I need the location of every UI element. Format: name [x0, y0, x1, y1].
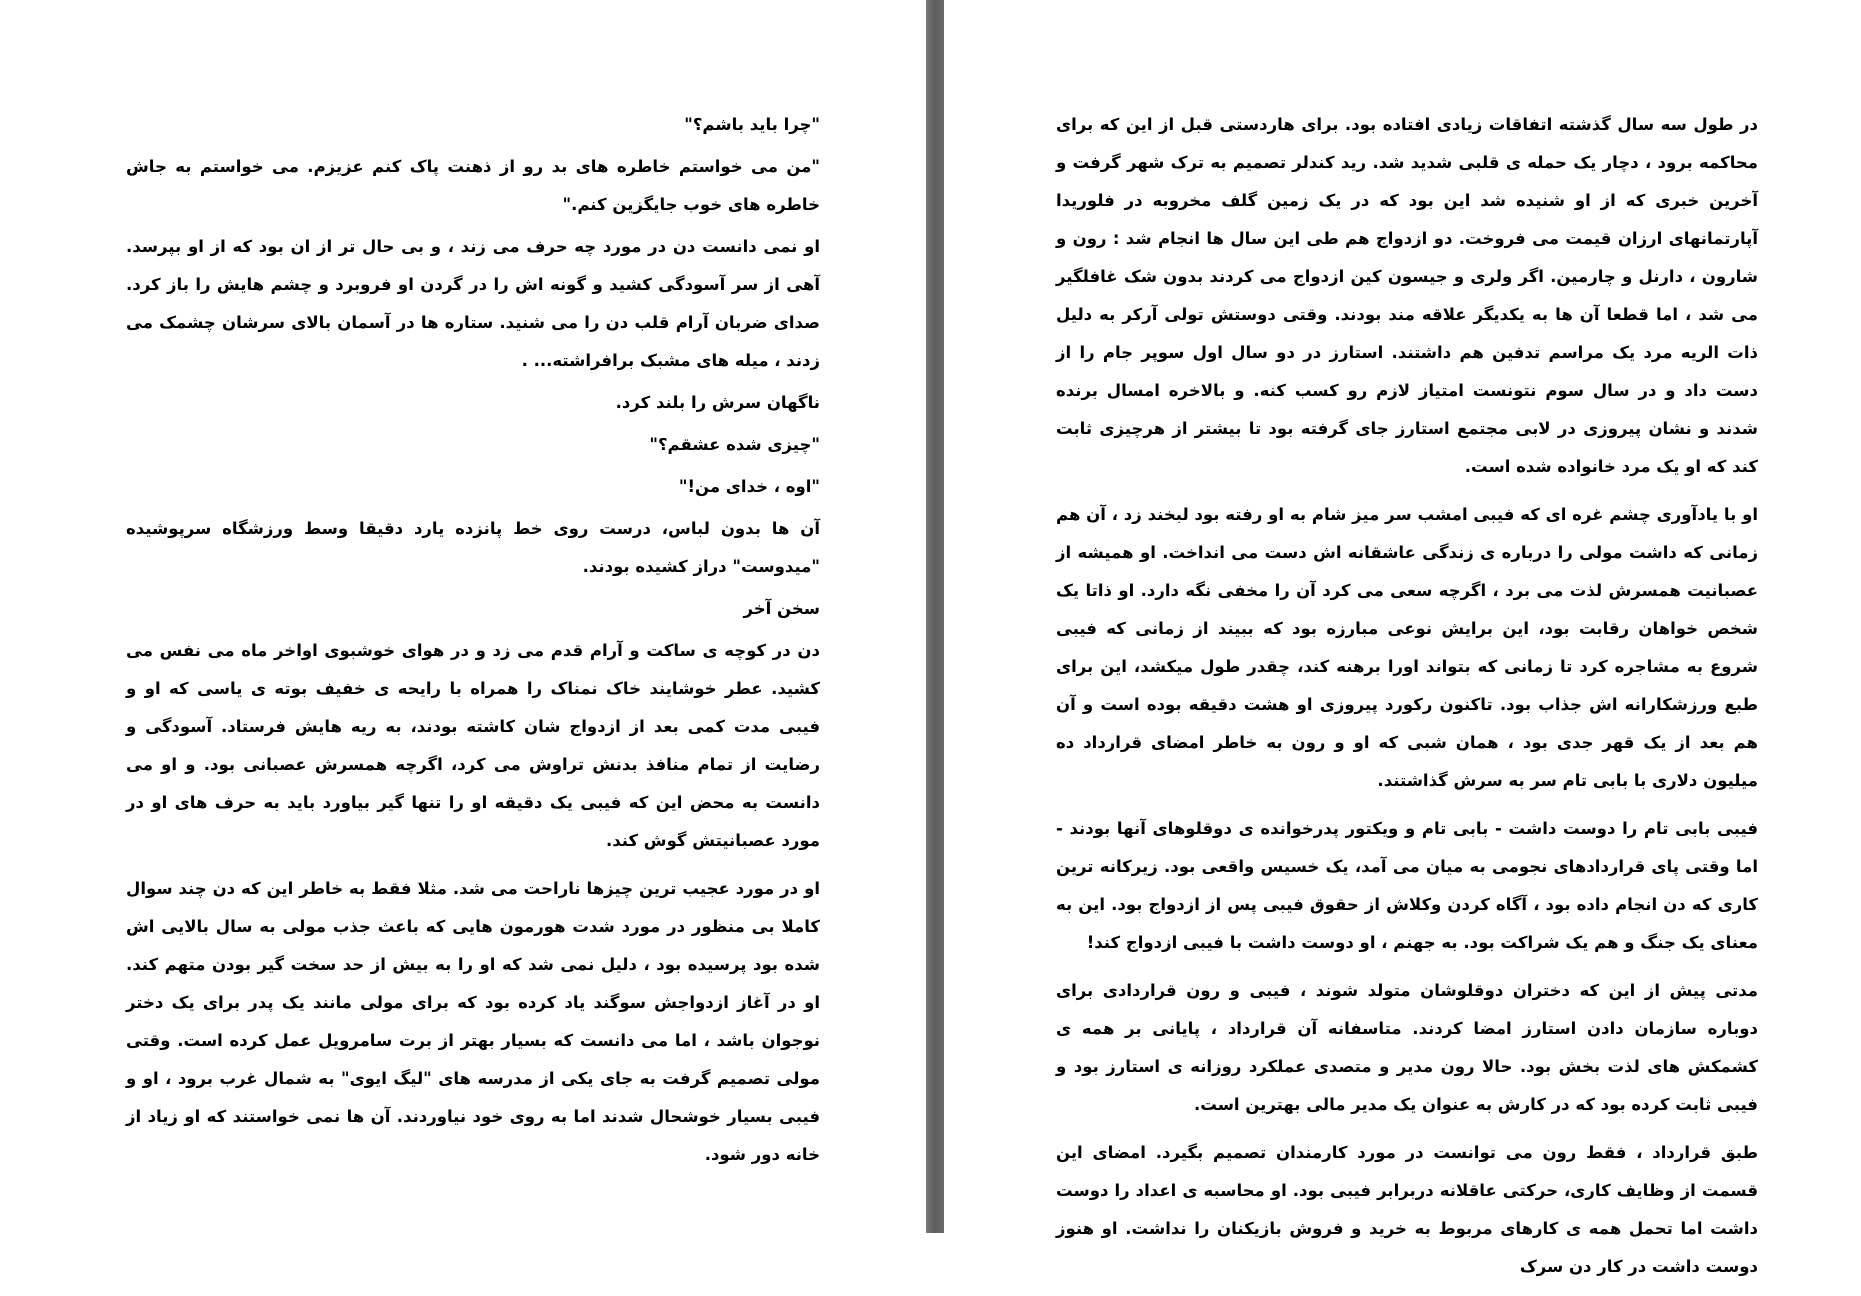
paragraph: "من می خواستم خاطره های بد رو از ذهنت پاک کنم عزیزم. می خواستم به جاش خاطره های خوب جایگزین کنم.": [126, 157, 820, 214]
section-heading: سخن آخر: [743, 599, 820, 618]
right-page-text: [1056, 106, 1758, 1296]
paragraph: ناگهان سرش را بلند کرد.: [615, 393, 820, 412]
paragraph: "اوه ، خدای من!": [678, 477, 820, 496]
paragraph: دن در کوچه ی ساکت و آرام قدم می زد و در هوای خوشبوی اواخر ماه می نفس می کشید. عطر خوشایند خاک نمناک را همراه با رایحه ی خفیف بوته ی یاسی که او و فیبی مدت کمی بعد از ازدواج شان کاشته بودند، به ریه هایش فرستاد. آسودگی و رضایت از تمام منافذ بدنش تراوش می کرد، اگرچه همسرش عصبانی بود. و او می دانست به محض این که فیبی یک دقیقه او را تنها گیر بیاورد باید به حرف های او در مورد عصبانیتش گوش کند.: [126, 641, 820, 850]
paragraph: طبق قرارداد ، فقط رون می توانست در مورد کارمندان تصمیم بگیرد. امضای این قسمت از وظایف کاری، حرکتی عاقلانه دربرابر فیبی بود. او محاسبه ی اعداد را دوست داشت اما تحمل همه ی کارهای مربوط به خرید و فروش بازیکنان را نداشت. او هنوز دوست داشت در کار دن سرک: [1056, 1143, 1758, 1276]
paragraph: "چرا باید باشم؟": [684, 115, 820, 134]
paragraph: آن ها بدون لباس، درست روی خط پانزده یارد دقیقا وسط ورزشگاه سرپوشیده "میدوست" دراز کشیده بودند.: [126, 519, 820, 576]
paragraph: در طول سه سال گذشته اتفاقات زیادی افتاده بود. برای هاردستی قبل از این که برای محاکمه برود ، دچار یک حمله ی قلبی شدید شد. رید کندلر تصمیم به ترک شهر گرفت و آخرین خبری که از او شنیده شد این بود که در یک زمین گلف مخروبه در فلوریدا آپارتمانهای ارزان قیمت می فروخت. دو ازدواج هم طی این سال ها انجام شد : رون و شارون ، دارنل و چارمین. اگر ولری و جیسون کین ازدواج می کردند بدون شک غافلگیر می شد ، اما قطعا آن ها به یکدیگر علاقه مند بودند. وقتی دوستش تولی آرکر به دلیل ذات الریه مرد یک مراسم تدفین هم داشتند. استارز در دو سال اول سوپر جام را از دست داد و در سال سوم نتونست امتیاز لازم رو کسب کنه. و بالاخره امسال برنده شدند و نشان پیروزی در لابی مجتمع استارز جای گرفته بود تا بیشتر از هرچیزی ثابت کند که او یک مرد خانواده شده است.: [1056, 115, 1758, 476]
paragraph: او در مورد عجیب ترین چیزها ناراحت می شد. مثلا فقط به خاطر این که دن چند سوال کاملا بی منظور در مورد شدت هورمون هایی که باعث جذب مولی به سال بالایی اش شده بود پرسیده بود ، دلیل نمی شد که او را به بیش از حد سخت گیر بودن متهم کند. او در آغاز ازدواجش سوگند یاد کرده بود که برای مولی مانند یک پدر برای یک دختر نوجوان باشد ، اما می دانست که بسیار بهتر از برت سامرویل عمل کرده است. وقتی مولی تصمیم گرفت به جای یکی از مدرسه های "لیگ ایوی" به شمال غرب برود ، او و فیبی بسیار خوشحال شدند اما به روی خود نیاوردند. آن ها نمی خواستند که او زیاد از خانه دور شود.: [126, 879, 820, 1164]
paragraph: مدتی پیش از این که دختران دوقلوشان متولد شوند ، فیبی و رون قراردادی برای دوباره سازمان دادن استارز امضا کردند. متاسفانه آن قرارداد ، پایانی بر همه ی کشمکش های لذت بخش بود. حالا رون مدیر و متصدی عملکرد روزانه ی استارز بود و فیبی ثابت کرده بود که در کارش به عنوان یک مدیر مالی بهترین است.: [1056, 981, 1758, 1114]
left-page: [0, 0, 926, 1233]
paragraph: فیبی بابی تام را دوست داشت - بابی تام و ویکتور پدرخوانده ی دوقلوهای آنها بودند - اما وقتی پای قراردادهای نجومی به میان می آمد، یک خسیس واقعی بود. زیرکانه ترین کاری که دن انجام داده بود ، آگاه کردن وکلاش از حقوق فیبی پس از ازدواج بود. این به معنای یک جنگ و هم یک شراکت بود. به جهنم ، او دوست داشت با فیبی ازدواج کند!: [1056, 819, 1758, 952]
paragraph: او با یادآوری چشم غره ای که فیبی امشب سر میز شام به او رفته بود لبخند زد ، آن هم زمانی که داشت مولی را درباره ی زندگی عاشقانه اش دست می انداخت. او همیشه از عصبانیت همسرش لذت می برد ، اگرچه سعی می کرد آن را مخفی نگه دارد. او ذاتا یک شخص خواهان رقابت بود، این برایش نوعی مبارزه بود که ببیند از زمانی که فیبی شروع به مشاجره کرد تا زمانی که بتواند اورا برهنه کند، چقدر طول میکشد، این برای طبع ورزشکارانه اش جذاب بود. تاکنون رکورد پیروزی او هشت دقیقه بوده است و آن هم بعد از یک قهر جدی بود ، همان شبی که او و رون به خاطر امضای قرارداد ده میلیون دلاری با بابی تام سر به سرش گذاشتند.: [1056, 505, 1758, 790]
left-page-text: [126, 106, 820, 1184]
paragraph: او نمی دانست دن در مورد چه حرف می زند ، و بی حال تر از ان بود که از او بپرسد. آهی از سر آسودگی کشید و گونه اش را در گردن او فروبرد و چشم هایش را باز کرد. صدای ضربان آرام قلب دن را می شنید. ستاره ها در آسمان بالای سرشان چشمک می زدند ، میله های مشبک برافراشته... .: [126, 237, 820, 370]
paragraph: "چیزی شده عشقم؟": [649, 435, 820, 454]
right-page: [944, 0, 1861, 1276]
book-spine: [926, 0, 944, 1233]
